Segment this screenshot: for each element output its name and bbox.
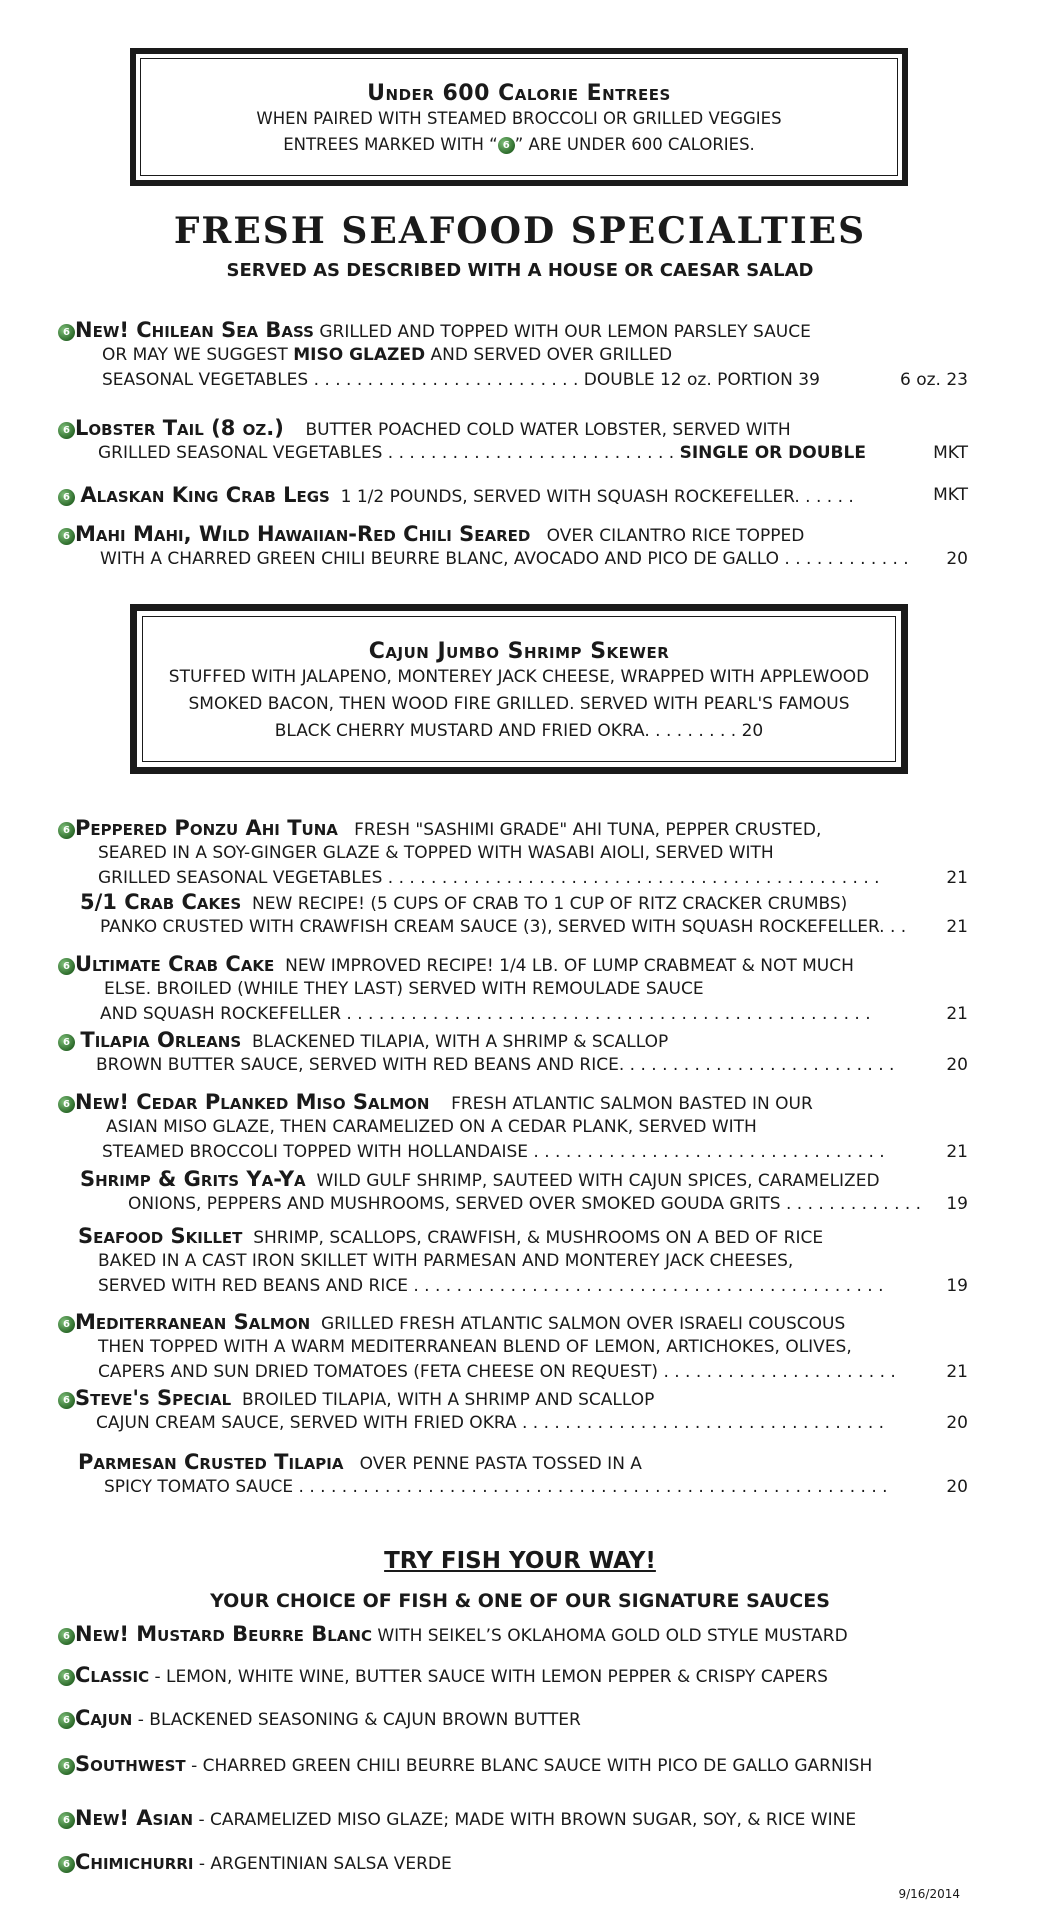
calorie-badge-icon: 6 (58, 1758, 75, 1775)
sauce-desc: - LEMON, WHITE WINE, BUTTER SAUCE WITH LEMON PEPPER & CRISPY CAPERS (149, 1667, 828, 1687)
item-desc: NEW RECIPE! (5 CUPS OF CRAB TO 1 CUP OF RITZ CRACKER CRUMBS) (252, 894, 848, 914)
item-desc: FRESH "SASHIMI GRADE" AHI TUNA, PEPPER CRUSTED, (354, 820, 822, 840)
calorie-badge-icon: 6 (58, 958, 75, 975)
sauce-name: Cajun (75, 1706, 133, 1730)
item-name: Peppered Ponzu Ahi Tuna (75, 816, 338, 840)
item-desc: AND SQUASH ROCKEFELLER . . . . . . . . . . . . . . . . . . . . . . . . . . . . . . . . . . . . . . . . . . . . . . . . . (100, 1004, 871, 1024)
calorie-box-line2-post: ” ARE UNDER 600 CALORIES. (514, 135, 755, 154)
menu-item-seafood-skillet (58, 1224, 968, 1299)
menu-item-cedar-salmon (58, 1090, 968, 1165)
item-desc: CAJUN CREAM SAUCE, SERVED WITH FRIED OKRA . . . . . . . . . . . . . . . . . . . . . . . . . . . . . . . . . . (96, 1413, 885, 1433)
page-title: FRESH SEAFOOD SPECIALTIES (173, 210, 867, 252)
try-fish-title: TRY FISH YOUR WAY! (384, 1548, 656, 1574)
calorie-badge-icon: 6 (58, 1812, 75, 1829)
item-name: Parmesan Crusted Tilapia (78, 1450, 344, 1474)
menu-item-mediterranean-salmon (58, 1310, 968, 1385)
item-desc: CAPERS AND SUN DRIED TOMATOES (FETA CHEESE ON REQUEST) . . . . . . . . . . . . . . . . . . . . . . (98, 1362, 896, 1382)
item-desc: ELSE. BROILED (WHILE THEY LAST) SERVED WITH REMOULADE SAUCE (104, 979, 704, 999)
item-desc: BUTTER POACHED COLD WATER LOBSTER, SERVED WITH (305, 420, 791, 440)
menu-item-mahi-mahi (58, 522, 968, 572)
sauce-item (58, 1850, 978, 1874)
shrimp-skewer-inner (142, 616, 896, 762)
sauce-desc: - CARAMELIZED MISO GLAZE; MADE WITH BROWN SUGAR, SOY, & RICE WINE (193, 1810, 857, 1830)
calorie-box-line2-pre: ENTREES MARKED WITH “ (283, 135, 498, 154)
item-price: 19 (946, 1276, 968, 1296)
calorie-badge-icon: 6 (498, 137, 515, 154)
item-price: 20 (946, 1413, 968, 1433)
item-desc: OVER CILANTRO RICE TOPPED (546, 526, 805, 546)
menu-item-ahi-tuna (58, 816, 968, 891)
calorie-info-box (130, 48, 908, 186)
calorie-box-line1: WHEN PAIRED WITH STEAMED BROCCOLI OR GRILLED VEGGIES (256, 109, 782, 128)
item-desc: OR MAY WE SUGGEST (102, 345, 294, 365)
sauce-name: Southwest (75, 1752, 186, 1776)
calorie-badge-icon: 6 (58, 1034, 75, 1051)
item-desc: PANKO CRUSTED WITH CRAWFISH CREAM SAUCE (3), SERVED WITH SQUASH ROCKEFELLER. . . (100, 917, 907, 937)
calorie-badge-icon: 6 (58, 422, 75, 439)
menu-item-parmesan-tilapia (58, 1450, 968, 1500)
calorie-box-line2 (141, 132, 897, 158)
menu-item-lobster (58, 416, 968, 466)
calorie-badge-icon: 6 (58, 1628, 75, 1645)
item-price: 6 oz. 23 (900, 370, 968, 390)
item-name: Shrimp & Grits Ya-Ya (80, 1167, 306, 1191)
item-name: Tilapia Orleans (80, 1028, 242, 1052)
shrimp-skewer-line3: BLACK CHERRY MUSTARD AND FRIED OKRA. . . . . . . . . 20 (274, 721, 764, 741)
item-desc-bold: SINGLE OR DOUBLE (679, 443, 866, 463)
item-desc: STEAMED BROCCOLI TOPPED WITH HOLLANDAISE . . . . . . . . . . . . . . . . . . . . . . . . . . . . . . . . . (102, 1142, 885, 1162)
item-price: 20 (946, 1055, 968, 1075)
item-price: 20 (946, 549, 968, 569)
sauce-desc: - CHARRED GREEN CHILI BEURRE BLANC SAUCE WITH PICO DE GALLO GARNISH (185, 1756, 873, 1776)
item-desc: SEASONAL VEGETABLES . . . . . . . . . . . . . . . . . . . . . . . . . DOUBLE 12 oz. PORTION 39 (102, 370, 820, 390)
menu-date: 9/16/2014 (898, 1887, 960, 1901)
item-name: 5/1 Crab Cakes (80, 890, 242, 914)
item-desc: BROILED TILAPIA, WITH A SHRIMP AND SCALLOP (241, 1390, 655, 1410)
sauce-item (58, 1806, 978, 1830)
item-name: New! Cedar Planked Miso Salmon (75, 1090, 430, 1114)
sauce-item (58, 1663, 978, 1687)
sauce-name: New! Asian (75, 1806, 194, 1830)
shrimp-skewer-line2: SMOKED BACON, THEN WOOD FIRE GRILLED. SERVED WITH PEARL'S FAMOUS (188, 694, 850, 714)
item-desc: BAKED IN A CAST IRON SKILLET WITH PARMESAN AND MONTEREY JACK CHEESES, (98, 1251, 794, 1271)
item-desc: SEARED IN A SOY-GINGER GLAZE & TOPPED WITH WASABI AIOLI, SERVED WITH (98, 843, 774, 863)
item-name: Lobster Tail (8 oz.) (75, 416, 284, 440)
shrimp-skewer-line1: STUFFED WITH JALAPENO, MONTEREY JACK CHEESE, WRAPPED WITH APPLEWOOD (168, 667, 870, 687)
try-fish-subtitle: YOUR CHOICE OF FISH & ONE OF OUR SIGNATURE SAUCES (210, 1590, 830, 1612)
item-desc: SHRIMP, SCALLOPS, CRAWFISH, & MUSHROOMS ON A BED OF RICE (253, 1228, 824, 1248)
menu-item-ultimate-crab-cake (58, 952, 968, 1027)
item-desc: SERVED WITH RED BEANS AND RICE . . . . . . . . . . . . . . . . . . . . . . . . . . . . . . . . . . . . . . . . . . . . (98, 1276, 884, 1296)
item-price: MKT (933, 443, 968, 463)
item-name: Mediterranean Salmon (75, 1310, 311, 1334)
item-price: 21 (946, 1362, 968, 1382)
calorie-badge-icon: 6 (58, 1316, 75, 1333)
calorie-badge-icon: 6 (58, 1669, 75, 1686)
sauce-desc: - BLACKENED SEASONING & CAJUN BROWN BUTTER (132, 1710, 581, 1730)
item-price: 21 (946, 1142, 968, 1162)
calorie-badge-icon: 6 (58, 1392, 75, 1409)
calorie-badge-icon: 6 (58, 324, 75, 341)
item-desc: ASIAN MISO GLAZE, THEN CARAMELIZED ON A CEDAR PLANK, SERVED WITH (106, 1117, 757, 1137)
item-price: 19 (946, 1194, 968, 1214)
item-desc: ONIONS, PEPPERS AND MUSHROOMS, SERVED OVER SMOKED GOUDA GRITS . . . . . . . . . . . . . (128, 1194, 922, 1214)
item-price: 21 (946, 868, 968, 888)
item-desc: BLACKENED TILAPIA, WITH A SHRIMP & SCALLOP (251, 1032, 669, 1052)
item-name: Steve's Special (75, 1386, 232, 1410)
sauce-desc: - ARGENTINIAN SALSA VERDE (193, 1854, 452, 1874)
sauce-name: Chimichurri (75, 1850, 194, 1874)
item-desc: GRILLED SEASONAL VEGETABLES . . . . . . . . . . . . . . . . . . . . . . . . . . . (98, 443, 680, 463)
item-desc: WITH A CHARRED GREEN CHILI BEURRE BLANC, AVOCADO AND PICO DE GALLO . . . . . . . . . . . . (100, 549, 909, 569)
item-name: Seafood Skillet (78, 1224, 243, 1248)
sauce-item (58, 1752, 978, 1776)
item-desc: WILD GULF SHRIMP, SAUTEED WITH CAJUN SPICES, CARAMELIZED (316, 1171, 880, 1191)
sauce-name: New! Mustard Beurre Blanc (75, 1622, 372, 1646)
item-price: MKT (933, 485, 968, 505)
sauce-item (58, 1622, 978, 1646)
item-name: Mahi Mahi, Wild Hawaiian-Red Chili Seared (75, 522, 531, 546)
calorie-badge-icon: 6 (58, 528, 75, 545)
item-desc: FRESH ATLANTIC SALMON BASTED IN OUR (451, 1094, 813, 1114)
sauce-name: Classic (75, 1663, 150, 1687)
item-desc: GRILLED SEASONAL VEGETABLES . . . . . . . . . . . . . . . . . . . . . . . . . . . . . . . . . . . . . . . . . . . . . . (98, 868, 880, 888)
sauce-desc: WITH SEIKEL’S OKLAHOMA GOLD OLD STYLE MUSTARD (371, 1626, 848, 1646)
item-desc: AND SERVED OVER GRILLED (425, 345, 673, 365)
menu-item-tilapia-orleans (58, 1028, 968, 1078)
item-price: 21 (946, 917, 968, 937)
calorie-box-title: Under 600 Calorie Entrees (367, 81, 671, 106)
shrimp-skewer-title: Cajun Jumbo Shrimp Skewer (368, 639, 670, 664)
sauce-item (58, 1706, 978, 1730)
menu-item-steves-special (58, 1386, 968, 1436)
item-desc: GRILLED FRESH ATLANTIC SALMON OVER ISRAELI COUSCOUS (320, 1314, 846, 1334)
calorie-badge-icon: 6 (58, 1712, 75, 1729)
item-desc: OVER PENNE PASTA TOSSED IN A (359, 1454, 642, 1474)
menu-item-shrimp-grits (58, 1167, 968, 1217)
item-name: Alaskan King Crab Legs (80, 483, 330, 507)
item-desc: NEW IMPROVED RECIPE! 1/4 LB. OF LUMP CRABMEAT & NOT MUCH (285, 956, 854, 976)
item-name: Ultimate Crab Cake (75, 952, 275, 976)
menu-item-crab-legs (58, 483, 968, 508)
item-desc: THEN TOPPED WITH A WARM MEDITERRANEAN BLEND OF LEMON, ARTICHOKES, OLIVES, (98, 1337, 852, 1357)
menu-item-crab-cakes (58, 890, 968, 940)
item-desc: 1 1/2 POUNDS, SERVED WITH SQUASH ROCKEFELLER. . . . . . (340, 487, 854, 507)
item-price: 20 (946, 1477, 968, 1497)
calorie-badge-icon: 6 (58, 1096, 75, 1113)
item-desc: BROWN BUTTER SAUCE, SERVED WITH RED BEANS AND RICE. . . . . . . . . . . . . . . . . . . . . . . . . . (96, 1055, 895, 1075)
calorie-badge-icon: 6 (58, 822, 75, 839)
item-desc-bold: MISO GLAZED (293, 345, 426, 365)
menu-item-sea-bass (58, 318, 968, 393)
item-price: 21 (946, 1004, 968, 1024)
calorie-badge-icon: 6 (58, 1856, 75, 1873)
item-desc: GRILLED AND TOPPED WITH OUR LEMON PARSLEY SAUCE (319, 322, 811, 342)
calorie-badge-icon: 6 (58, 489, 75, 506)
item-desc: SPICY TOMATO SAUCE . . . . . . . . . . . . . . . . . . . . . . . . . . . . . . . . . . . . . . . . . . . . . . . . . . . . . . . (104, 1477, 888, 1497)
shrimp-skewer-box (130, 604, 908, 774)
item-name: New! Chilean Sea Bass (75, 318, 314, 342)
page-subtitle: SERVED AS DESCRIBED WITH A HOUSE OR CAESAR SALAD (226, 260, 814, 281)
calorie-info-inner (140, 58, 898, 176)
